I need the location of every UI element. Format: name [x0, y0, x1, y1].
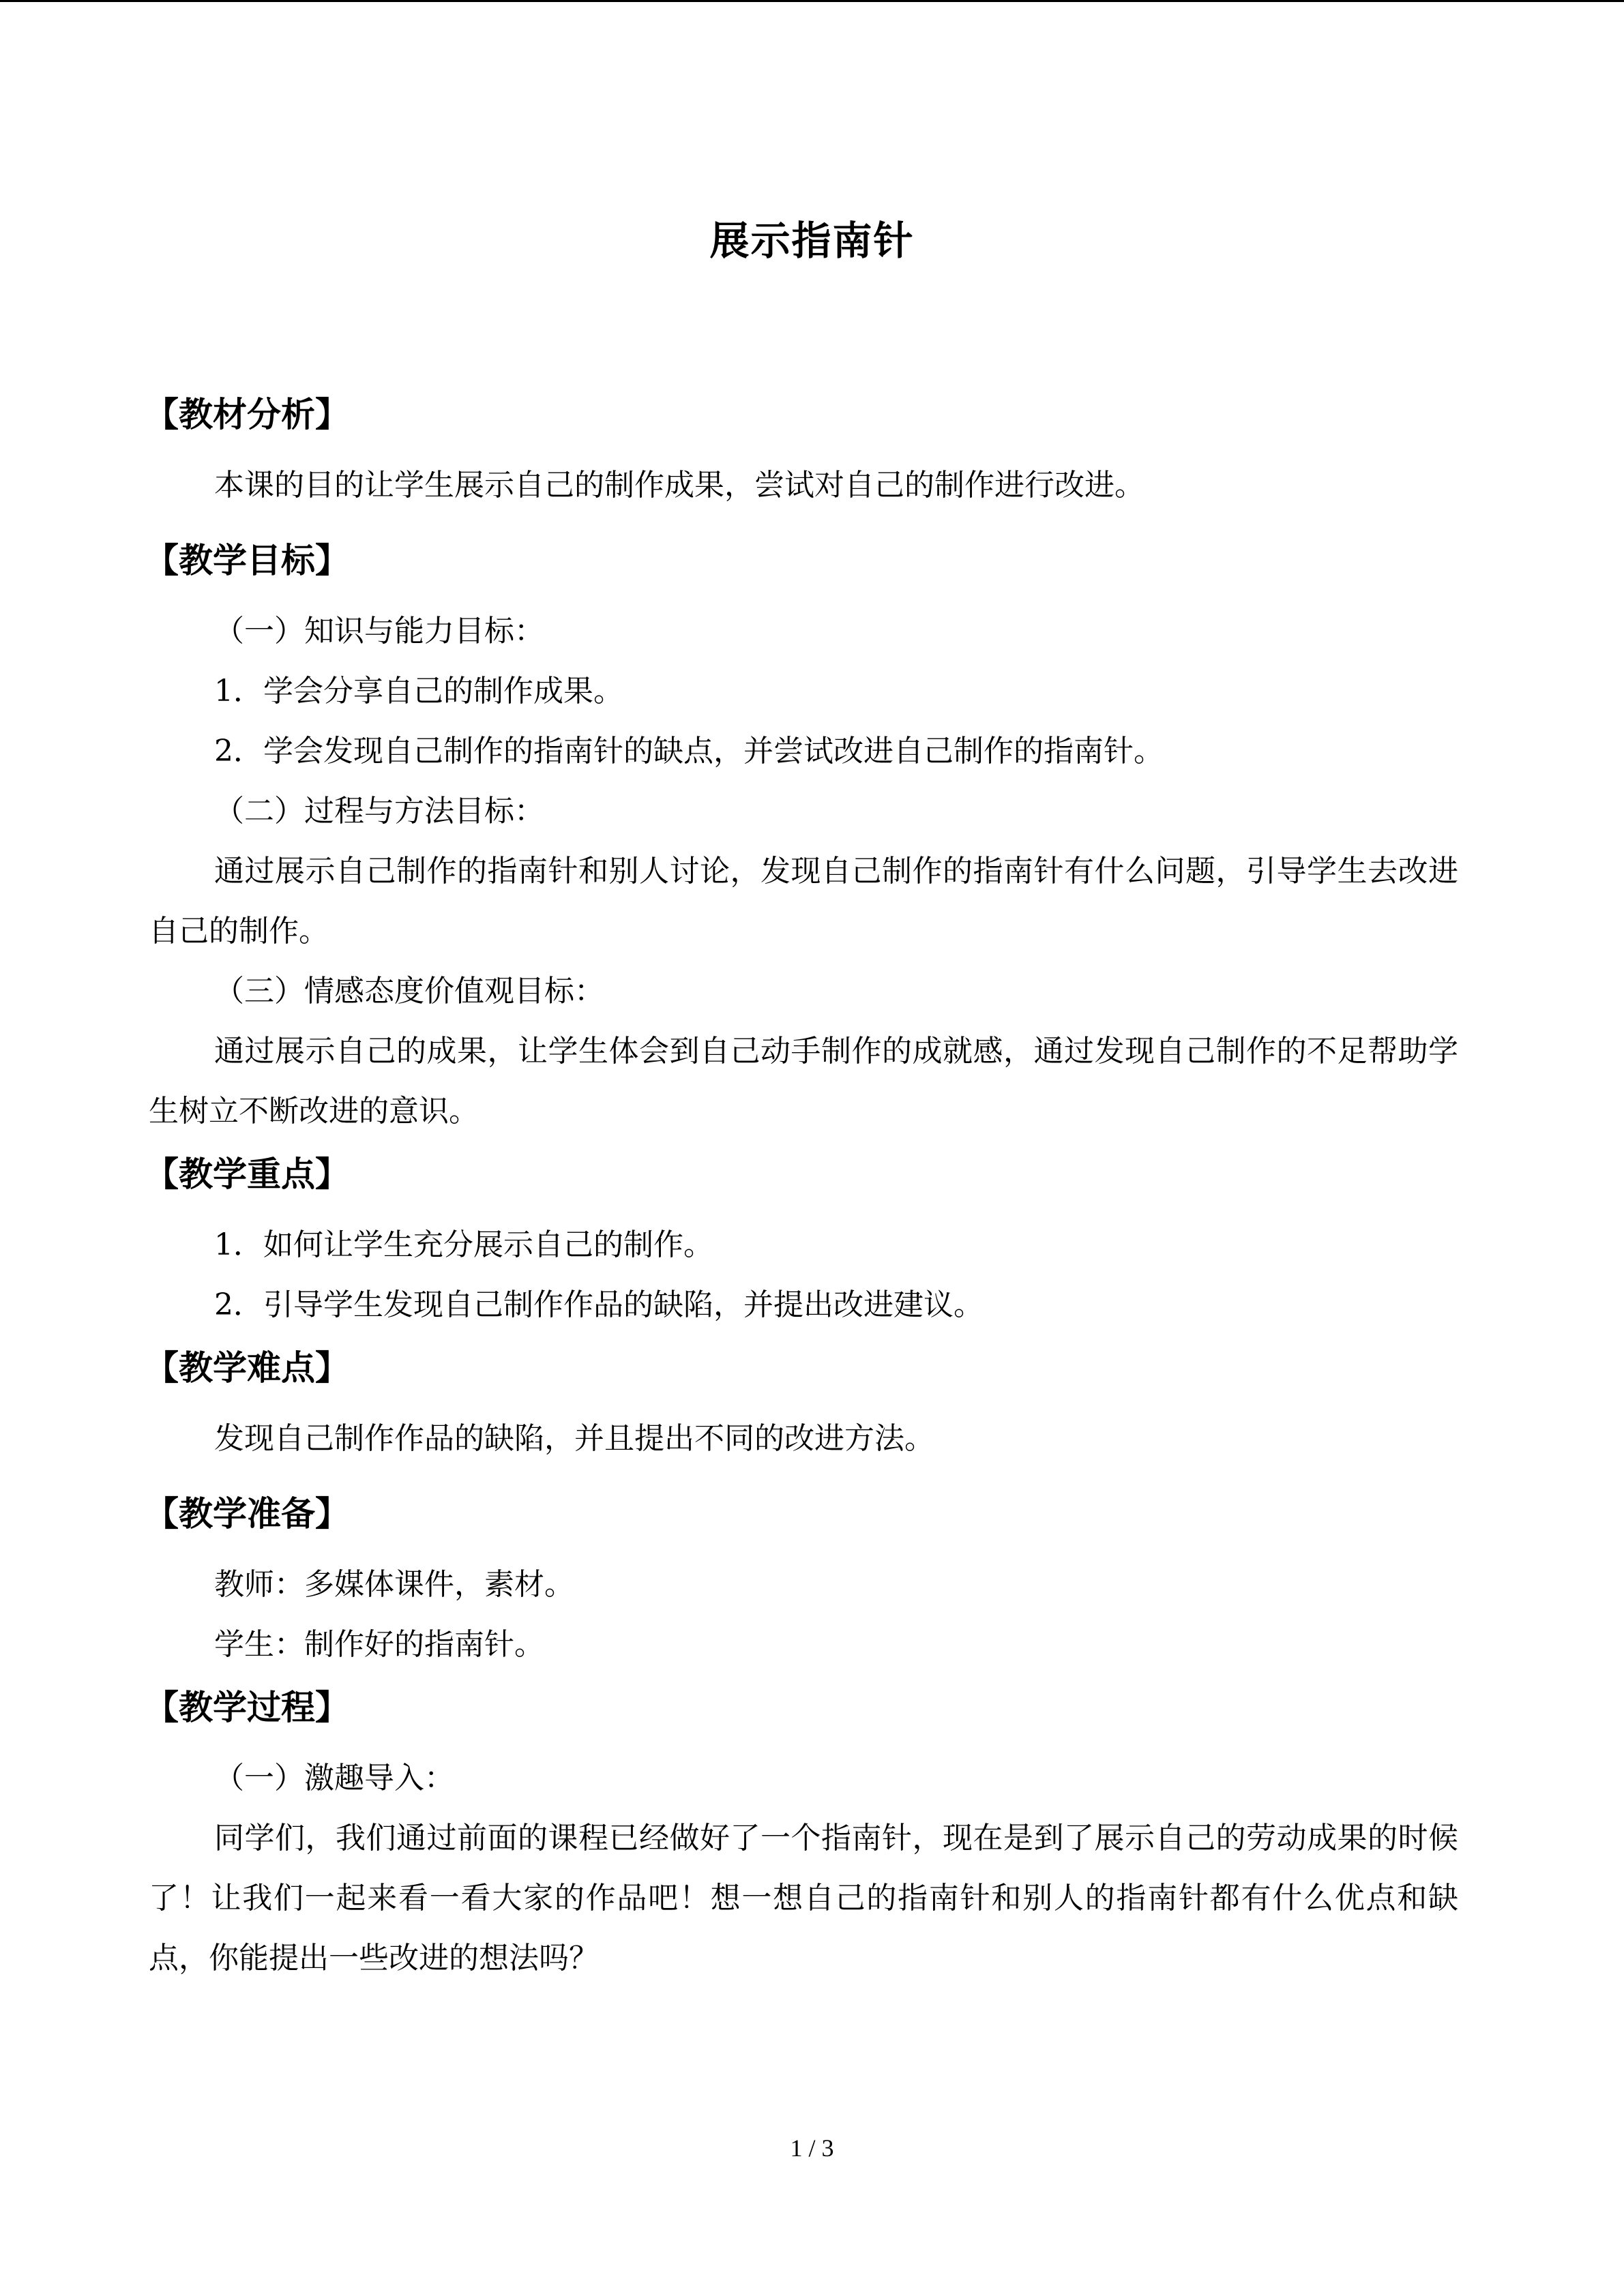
section-heading-difficulties: 【教学难点】	[145, 1348, 349, 1388]
paragraph: 1．如何让学生充分展示自己的制作。	[214, 1227, 713, 1262]
paragraph: 通过展示自己的成果，让学生体会到自己动手制作的成就感，通过发现自己制作的不足帮助学生树立不断改进的意识。	[149, 1034, 1458, 1129]
paragraph: 同学们，我们通过前面的课程已经做好了一个指南针，现在是到了展示自己的劳动成果的时候了！让我们一起来看一看大家的作品吧！想一想自己的指南针和别人的指南针都有什么优点和缺点，你能提出一些改进的想法吗？	[149, 1821, 1458, 1976]
section-heading-preparation: 【教学准备】	[145, 1494, 349, 1534]
section-heading-analysis: 【教材分析】	[145, 395, 349, 434]
paragraph: 2．学会发现自己制作的指南针的缺点，并尝试改进自己制作的指南针。	[214, 734, 1164, 769]
paragraph: 本课的目的让学生展示自己的制作成果，尝试对自己的制作进行改进。	[214, 468, 1145, 503]
section-heading-key-points: 【教学重点】	[145, 1154, 349, 1194]
top-border-line	[0, 0, 1624, 2]
section-heading-goals: 【教学目标】	[145, 541, 349, 580]
section-heading-process: 【教学过程】	[145, 1688, 349, 1727]
paragraph: 2．引导学生发现自己制作作品的缺陷，并提出改进建议。	[214, 1287, 984, 1322]
paragraph: 1．学会分享自己的制作成果。	[214, 674, 623, 709]
document-title: 展示指南针	[709, 218, 915, 264]
paragraph: 学生：制作好的指南针。	[214, 1627, 544, 1662]
page-number: 1 / 3	[790, 2134, 834, 2162]
paragraph: （一）激趣导入：	[214, 1761, 454, 1795]
document-body	[145, 382, 1458, 1988]
paragraph: （一）知识与能力目标：	[214, 614, 544, 648]
paragraph: 教师：多媒体课件，素材。	[214, 1567, 574, 1602]
paragraph: 发现自己制作作品的缺陷，并且提出不同的改进方法。	[214, 1421, 934, 1456]
paragraph: （三）情感态度价值观目标：	[214, 974, 604, 1009]
paragraph: （二）过程与方法目标：	[214, 794, 544, 829]
paragraph: 通过展示自己制作的指南针和别人讨论，发现自己制作的指南针有什么问题，引导学生去改进自己的制作。	[149, 854, 1458, 949]
